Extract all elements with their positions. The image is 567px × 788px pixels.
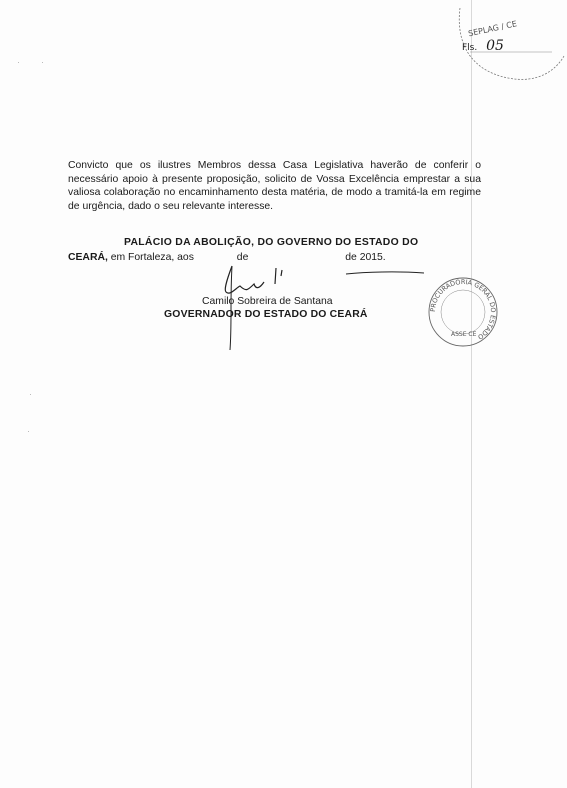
scan-speck [30,394,31,395]
scan-speck [42,62,43,63]
scan-speck [28,431,29,432]
scan-speck [18,62,19,63]
pge-bottom-text: ASSE CE [451,331,477,338]
closing-state: CEARÁ, [68,252,108,263]
closing-line-1: PALÁCIO DA ABOLIÇÃO, DO GOVERNO DO ESTADO DO [124,237,419,248]
pge-ring-text: PROCURADORIA GERAL DO ESTADO [428,277,498,342]
signer-title: GOVERNADOR DO ESTADO DO CEARÁ [164,309,368,320]
signer-name: Camilo Sobreira de Santana [202,296,333,307]
folio-number: 05 [486,38,504,54]
handwritten-signature [196,262,436,352]
closing-de: de [236,252,249,263]
closing-place: em Fortaleza, aos [110,252,194,263]
pge-round-stamp [423,272,503,352]
seplag-stamp-label: SEPLAG / CE [467,19,518,39]
closing-year: de 2015. [345,252,386,263]
folio-label: Fls. [462,43,478,53]
folio-label-group [462,38,504,54]
body-paragraph: Convicto que os ilustres Membros dessa Casa Legislativa haverão de conferir o necessário apoio à presente proposição, solicito de Vossa Excelência emprestar a sua valiosa colaboração no encaminhamento desta matéria, de modo a tramitá-la em regime de urgência, dado o seu relevante interesse. [68,160,481,212]
page-edge-line [471,0,472,788]
